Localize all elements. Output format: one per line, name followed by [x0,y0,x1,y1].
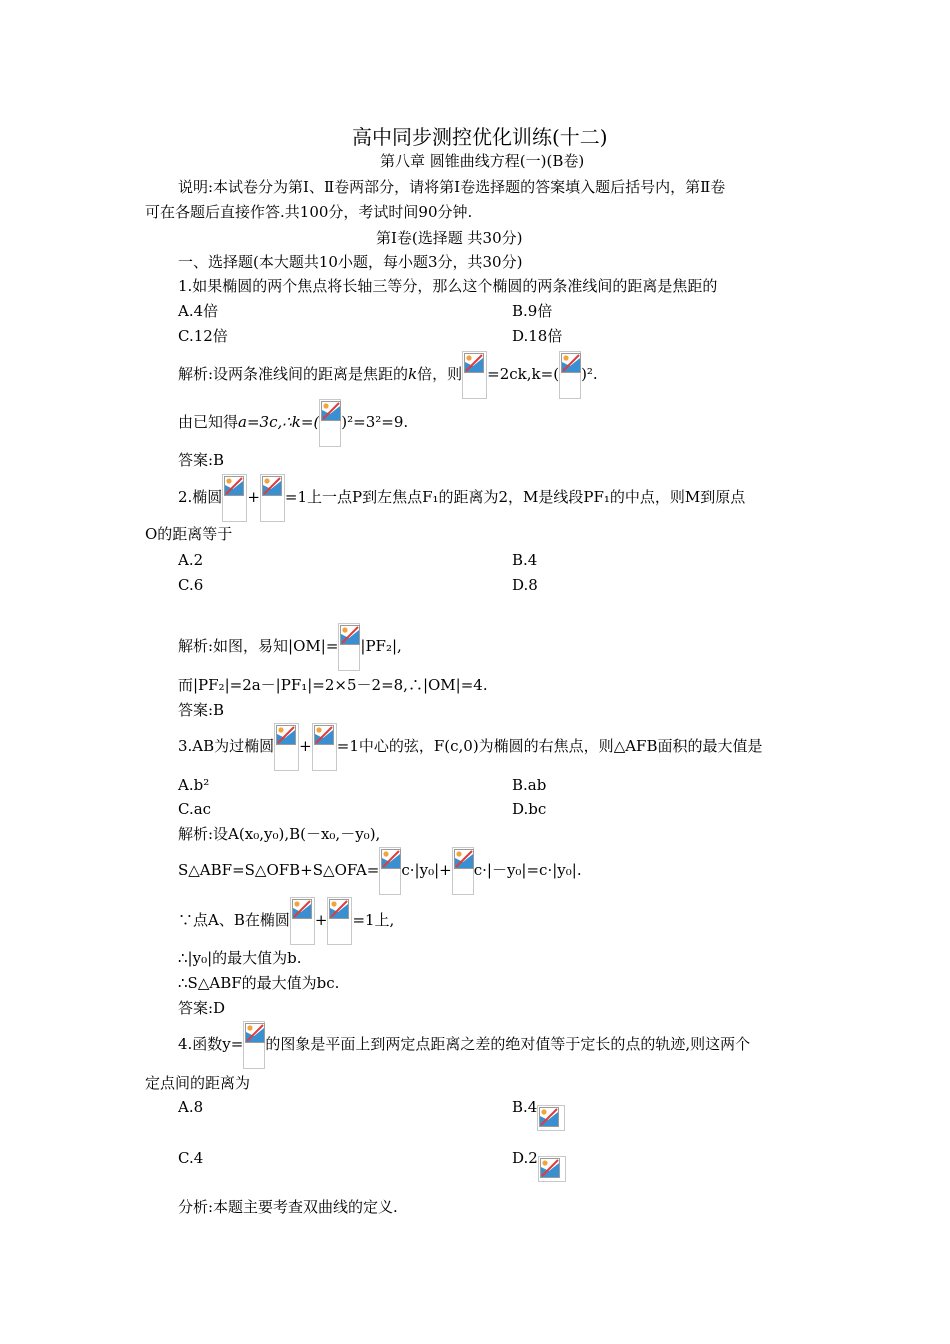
q4-stem-a: 4.函数y= [178,1035,244,1053]
formula-image-icon [462,351,487,399]
section-heading: 一、选择题(本大题共10小题，每小题3分，共30分) [178,253,523,271]
q2-stem-a: 2.椭圆 [178,488,223,506]
q3-sol3-a: ∵点A、B在椭圆 [178,911,290,929]
q3-stem-a: 3.AB为过椭圆 [178,737,275,755]
q1-sol1-text-a: 解析:设两条准线间的距离是焦距的 [178,365,409,383]
q3-option-c: C.ac [178,800,212,818]
q1-answer: 答案:B [178,451,225,469]
q4-option-c: C.4 [178,1149,204,1167]
q1-option-b: B.9倍 [512,302,553,320]
q1-sol2-text-a: 由已知得 [178,413,239,431]
chapter-subtitle: 第八章 圆锥曲线方程(一)(B卷) [380,152,585,170]
q1-option-c: C.12倍 [178,327,228,345]
q3-sol2-a: S△ABF=S△OFB+S△OFA= [178,861,380,879]
q1-sol1-text-b: 倍，则 [417,365,463,383]
q3-stem [178,722,763,771]
q4-stem-line-1 [178,1020,750,1069]
q1-solution-line-1 [178,350,598,399]
q1-option-d: D.18倍 [512,327,563,345]
q4-option-a: A.8 [178,1098,204,1116]
q2-stem-line-2: O的距离等于 [145,525,233,543]
q1-sol2-text-c: )²=3²=9. [341,413,409,431]
q3-sol3-b: + [314,911,328,929]
q3-sol2-b: c·|y₀|+ [401,861,452,879]
q2-solution-line-1 [178,622,402,671]
q4-stem-line-2: 定点间的距离为 [145,1074,251,1092]
q3-answer: 答案:D [178,999,226,1017]
intro-line-1: 说明:本试卷分为第Ⅰ、Ⅱ卷两部分，请将第Ⅰ卷选择题的答案填入题后括号内，第Ⅱ卷 [178,178,726,196]
q3-option-a: A.b² [178,776,210,794]
q1-stem: 1.如果椭圆的两个焦点将长轴三等分，那么这个椭圆的两条准线间的距离是焦距的 [178,277,718,295]
formula-image-icon [274,723,299,771]
formula-image-icon [379,847,401,895]
formula-image-icon [290,897,315,945]
q3-sol3-c: =1上, [352,911,395,929]
q2-stem-c: =1上一点P到左焦点F₁的距离为2，M是线段PF₁的中点，则M到原点 [284,488,746,506]
formula-image-icon [222,474,247,522]
q4-stem-b: 的图象是平面上到两定点距离之差的绝对值等于定长的点的轨迹,则这两个 [265,1035,751,1053]
q2-answer: 答案:B [178,701,225,719]
formula-image-icon [312,723,337,771]
part-one-heading: 第Ⅰ卷(选择题 共30分) [376,229,523,247]
q4-option-d [512,1148,566,1182]
q3-sol2-c: c·|－y₀|=c·|y₀|. [473,861,582,879]
q2-stem-b: + [247,488,260,506]
formula-image-icon [559,351,581,399]
q2-option-a: A.2 [178,551,204,569]
formula-image-icon [338,623,360,671]
q1-option-a: A.4倍 [178,302,219,320]
q2-sol1-b: |PF₂|, [360,637,402,655]
q2-sol1-a: 解析:如图，易知|OM|= [178,637,339,655]
q3-solution-line-1: 解析:设A(x₀,y₀),B(－x₀,－y₀), [178,825,381,843]
q2-option-c: C.6 [178,576,204,594]
q3-stem-b: + [299,737,312,755]
page-title: 高中同步测控优化训练(十二) [352,125,608,149]
q1-sol2-text-b: a=3c,∴k=( [238,413,320,431]
q3-option-d: D.bc [512,800,547,818]
formula-image-icon [537,1105,565,1131]
q4-analysis: 分析:本题主要考查双曲线的定义. [178,1198,398,1216]
formula-image-icon [327,897,352,945]
q4-option-b-text: B.4 [512,1098,538,1116]
q1-sol1-text-d: )². [581,365,598,383]
q1-solution-line-2 [178,398,408,447]
q4-option-d-text: D.2 [512,1149,538,1167]
q2-option-b: B.4 [512,551,538,569]
q2-stem-line-1 [178,473,745,522]
q3-solution-line-3 [178,896,394,945]
formula-image-icon [243,1021,265,1069]
q3-solution-line-5: ∴S△ABF的最大值为bc. [178,974,340,992]
q1-sol1-text-c: =2ck,k=( [487,365,560,383]
q4-option-b [512,1097,565,1131]
q1-sol1-k: k [408,365,418,383]
q3-solution-line-4: ∴|y₀|的最大值为b. [178,949,302,967]
formula-image-icon [452,847,474,895]
q3-stem-c: =1中心的弦，F(c,0)为椭圆的右焦点，则△AFB面积的最大值是 [336,737,763,755]
formula-image-icon [319,399,341,447]
formula-image-icon [260,474,285,522]
q2-solution-line-2: 而|PF₂|=2a－|PF₁|=2×5－2=8,∴|OM|=4. [178,676,488,694]
intro-line-2: 可在各题后直接作答.共100分，考试时间90分钟. [145,203,473,221]
formula-image-icon [538,1156,566,1182]
q2-option-d: D.8 [512,576,538,594]
q3-option-b: B.ab [512,776,547,794]
q3-solution-line-2 [178,846,582,895]
